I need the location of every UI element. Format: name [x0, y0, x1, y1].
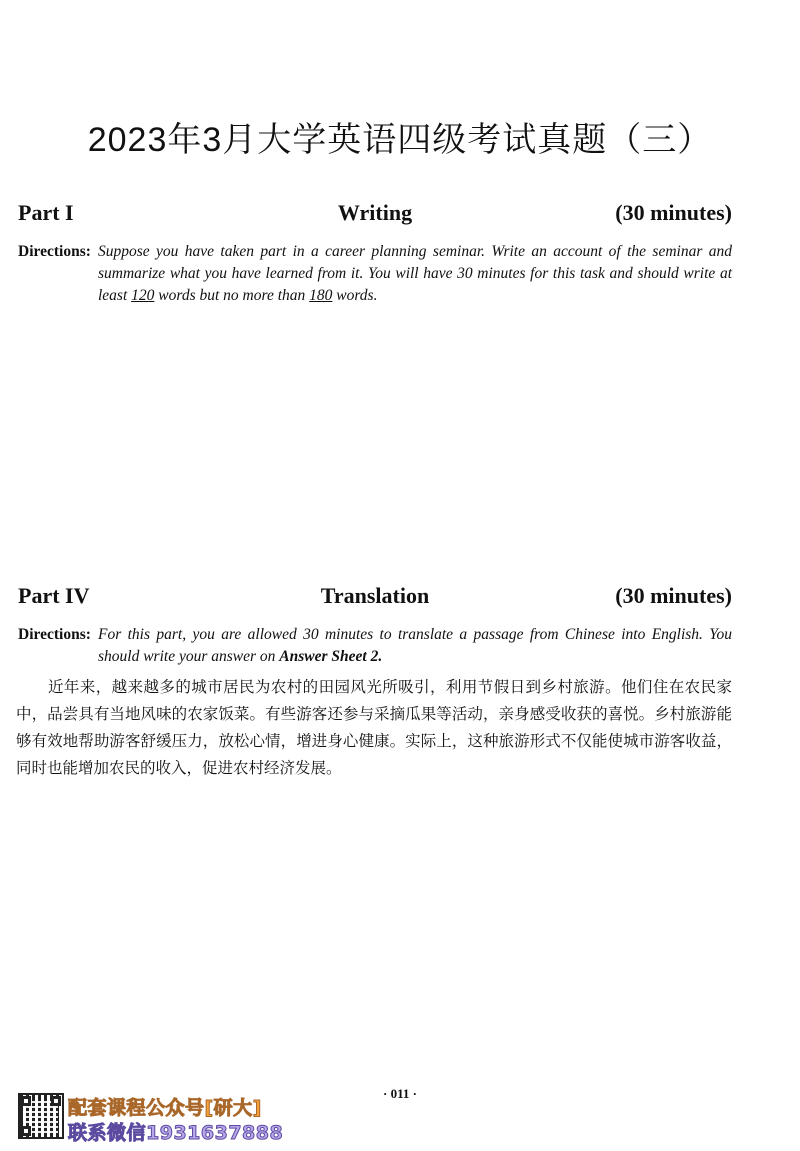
part1-number: Part I	[18, 200, 74, 225]
min-word-count: 120	[131, 287, 155, 304]
exam-title: 2023年3月大学英语四级考试真题（三）	[87, 121, 713, 159]
part4-number: Part IV	[18, 583, 90, 608]
watermark-line-2: 联系微信1931637888	[68, 1122, 284, 1144]
part4-directions-pre: For this part, you are allowed 30 minutes to translate a passage from Chinese into English. You should write your answer on	[98, 626, 732, 665]
translation-passage: 近年来，越来越多的城市居民为农村的田园风光所吸引，利用节假日到乡村旅游。他们住在农民家中，品尝具有当地风味的农家饭菜。有些游客还参与采摘瓜果等活动，亲身感受收获的喜悦。乡村旅游能够有效地帮助游客舒缓压力，放松心情，增进身心健康。实际上，这种旅游形式不仅能使城市游客收益，同时也能增加农民的收入，促进农村经济发展。	[16, 678, 732, 777]
part4-title: Translation	[320, 583, 430, 608]
part1-directions	[18, 241, 732, 307]
max-word-count: 180	[309, 287, 333, 304]
part1-directions-mid: words but no more than	[154, 287, 310, 304]
answer-sheet-ref: Answer Sheet 2.	[279, 648, 383, 665]
part1-header	[18, 200, 732, 230]
part4-header	[18, 583, 732, 613]
watermark-line-1: 配套课程公众号[研大]	[68, 1097, 262, 1119]
part1-directions-label: Directions:	[18, 243, 91, 260]
part4-directions-text	[98, 624, 732, 668]
qr-code-icon	[18, 1093, 64, 1139]
watermark	[18, 1093, 318, 1143]
part4-directions-label: Directions:	[18, 626, 91, 643]
part1-title: Writing	[337, 200, 413, 225]
part1-time: (30 minutes)	[615, 200, 732, 225]
part1-directions-pre: Suppose you have taken part in a career planning seminar. Write an account of the seminar and summarize what you have learned from it. You will have 30 minutes for this task and should write at least	[98, 243, 732, 304]
part1-directions-post: words.	[332, 287, 378, 304]
part4-time: (30 minutes)	[615, 583, 732, 608]
part4-directions	[18, 624, 732, 668]
part1-directions-text	[98, 241, 732, 307]
page-number: · 011 ·	[383, 1086, 417, 1101]
